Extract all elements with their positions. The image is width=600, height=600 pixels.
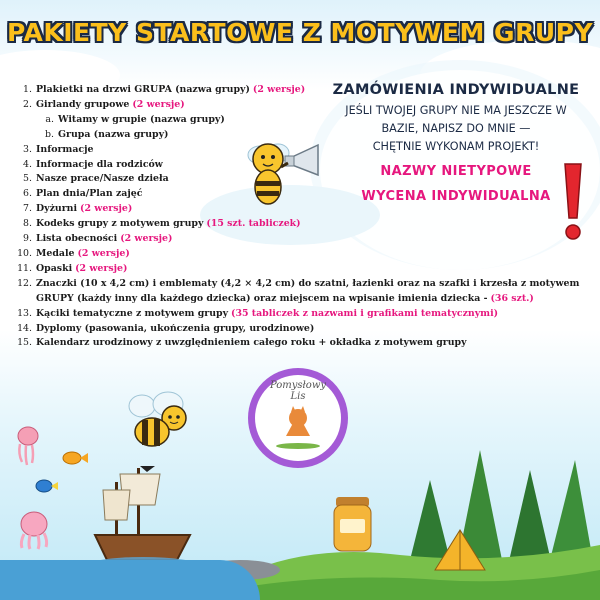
list-item-note: (35 tabliczek z nazwami i grafikami tematycznymi) xyxy=(231,307,499,319)
list-item-text xyxy=(36,307,498,322)
list-item-number: 3. xyxy=(23,143,32,155)
list-item-number: 8. xyxy=(23,218,32,230)
list-item-text xyxy=(36,143,94,158)
list-item-note: (15 szt. tabliczek) xyxy=(206,218,301,230)
list-item xyxy=(8,277,578,292)
list-item-label: Informacje dla rodziców xyxy=(36,158,163,170)
custom-orders-line: BAZIE, NAPISZ DO MNIE — xyxy=(381,122,531,135)
list-item-note: (2 wersje) xyxy=(77,247,130,259)
list-item-text xyxy=(36,292,534,307)
list-item-text xyxy=(36,217,301,232)
list-item-number: 14. xyxy=(17,322,32,334)
list-item-note: (2 wersje) xyxy=(132,98,185,110)
list-item-note: (2 wersje) xyxy=(80,203,133,215)
list-item-number: 5. xyxy=(23,173,32,185)
list-item-label: Witamy w grupie (nazwa grupy) xyxy=(58,113,225,125)
list-item-label: Informacje xyxy=(36,143,94,155)
list-item-number: 4. xyxy=(23,158,32,170)
list-item-label: Grupa (nazwa grupy) xyxy=(58,128,169,140)
list-item-label: Girlandy grupowe xyxy=(36,98,130,110)
water xyxy=(0,560,260,600)
list-item-label: Kodeks grupy z motywem grupy xyxy=(36,218,204,230)
list-item-number: 6. xyxy=(23,188,32,200)
list-item-label: Znaczki (10 x 4,2 cm) i emblematy (4,2 × 4,2 cm) do szatni, łazienki oraz na szafki i krzesła z motywem xyxy=(36,277,580,289)
list-item-text xyxy=(36,158,163,173)
list-item-label: Nasze prace/Nasze dzieła xyxy=(36,173,169,185)
logo-text-line: Pomysłowy xyxy=(269,380,327,391)
custom-orders-line: CHĘTNIE WYKONAM PROJEKT! xyxy=(372,140,540,153)
list-item-number: 15. xyxy=(17,337,32,349)
list-item xyxy=(8,336,578,351)
list-item xyxy=(8,262,578,277)
custom-orders-line: JEŚLI TWOJEJ GRUPY NIE MA JESZCZE W xyxy=(345,104,567,117)
list-item-text xyxy=(36,262,127,277)
list-item xyxy=(8,217,578,232)
list-item-number: 1. xyxy=(23,84,32,95)
list-item-label: Kalendarz urodzinowy z uwzględnieniem całego roku + okładka z motywem grupy xyxy=(36,337,467,349)
logo-text-line: Lis xyxy=(290,391,306,402)
list-item-text xyxy=(36,172,169,187)
list-item-label: Opaski xyxy=(36,262,73,274)
list-item-label: Plan dnia/Plan zajęć xyxy=(36,188,143,200)
list-item-text xyxy=(36,322,314,337)
list-item-label: Medale xyxy=(36,247,75,259)
list-item-text xyxy=(36,277,579,292)
list-item-note: (2 wersje) xyxy=(75,262,128,274)
custom-orders-heading: ZAMÓWIENIA INDYWIDUALNE xyxy=(332,82,580,98)
list-item-number: a. xyxy=(45,113,54,125)
list-item-text xyxy=(36,232,172,247)
list-item-label: Dyplomy (pasowania, ukończenia grupy, urodzinowe) xyxy=(36,322,315,334)
list-item xyxy=(8,322,578,337)
list-item-number: 12. xyxy=(17,277,32,289)
list-item-text xyxy=(36,336,467,351)
list-item-text xyxy=(36,247,130,262)
highlight-unusual-names: NAZWY NIETYPOWE xyxy=(380,164,532,179)
list-item-number: 13. xyxy=(17,307,32,319)
list-item-label: Dyżurni xyxy=(36,203,78,215)
list-item-number: 7. xyxy=(23,203,32,215)
list-item xyxy=(8,232,578,247)
list-item-number: 11. xyxy=(17,262,32,274)
highlight-individual-price: WYCENA INDYWIDUALNA xyxy=(361,189,551,204)
list-item-note: (2 wersje) xyxy=(120,233,173,245)
bee-megaphone-icon xyxy=(230,135,330,210)
list-item-text xyxy=(36,202,132,217)
exclamation-icon xyxy=(560,162,586,242)
list-item xyxy=(8,292,578,307)
page-title: PAKIETY STARTOWE Z MOTYWEM GRUPY xyxy=(6,18,594,47)
list-item-text xyxy=(36,83,305,98)
list-item-number: 2. xyxy=(23,98,32,110)
list-item-label: Kąciki tematyczne z motywem grupy xyxy=(36,307,229,319)
list-item-text xyxy=(58,113,225,128)
list-item-number: 10. xyxy=(17,247,32,259)
logo-text xyxy=(246,380,350,402)
list-item-text xyxy=(36,98,185,113)
list-item xyxy=(8,307,578,322)
custom-orders-box xyxy=(320,82,592,204)
list-item xyxy=(8,247,578,262)
list-item-label: Plakietki na drzwi GRUPA (nazwa grupy) xyxy=(36,84,250,95)
list-item-number: b. xyxy=(45,128,54,140)
list-item-number: 9. xyxy=(23,233,32,245)
list-item-label: Lista obecności xyxy=(36,233,118,245)
list-item-text xyxy=(36,187,142,202)
list-item-label: GRUPY (każdy inny dla każdego dziecka) oraz miejscem na wpisanie imienia dziecka - xyxy=(36,292,488,304)
list-item-text xyxy=(58,128,168,143)
custom-orders-text xyxy=(320,102,592,156)
list-item-note: (2 wersje) xyxy=(252,84,306,95)
list-item-note: (36 szt.) xyxy=(490,292,534,304)
